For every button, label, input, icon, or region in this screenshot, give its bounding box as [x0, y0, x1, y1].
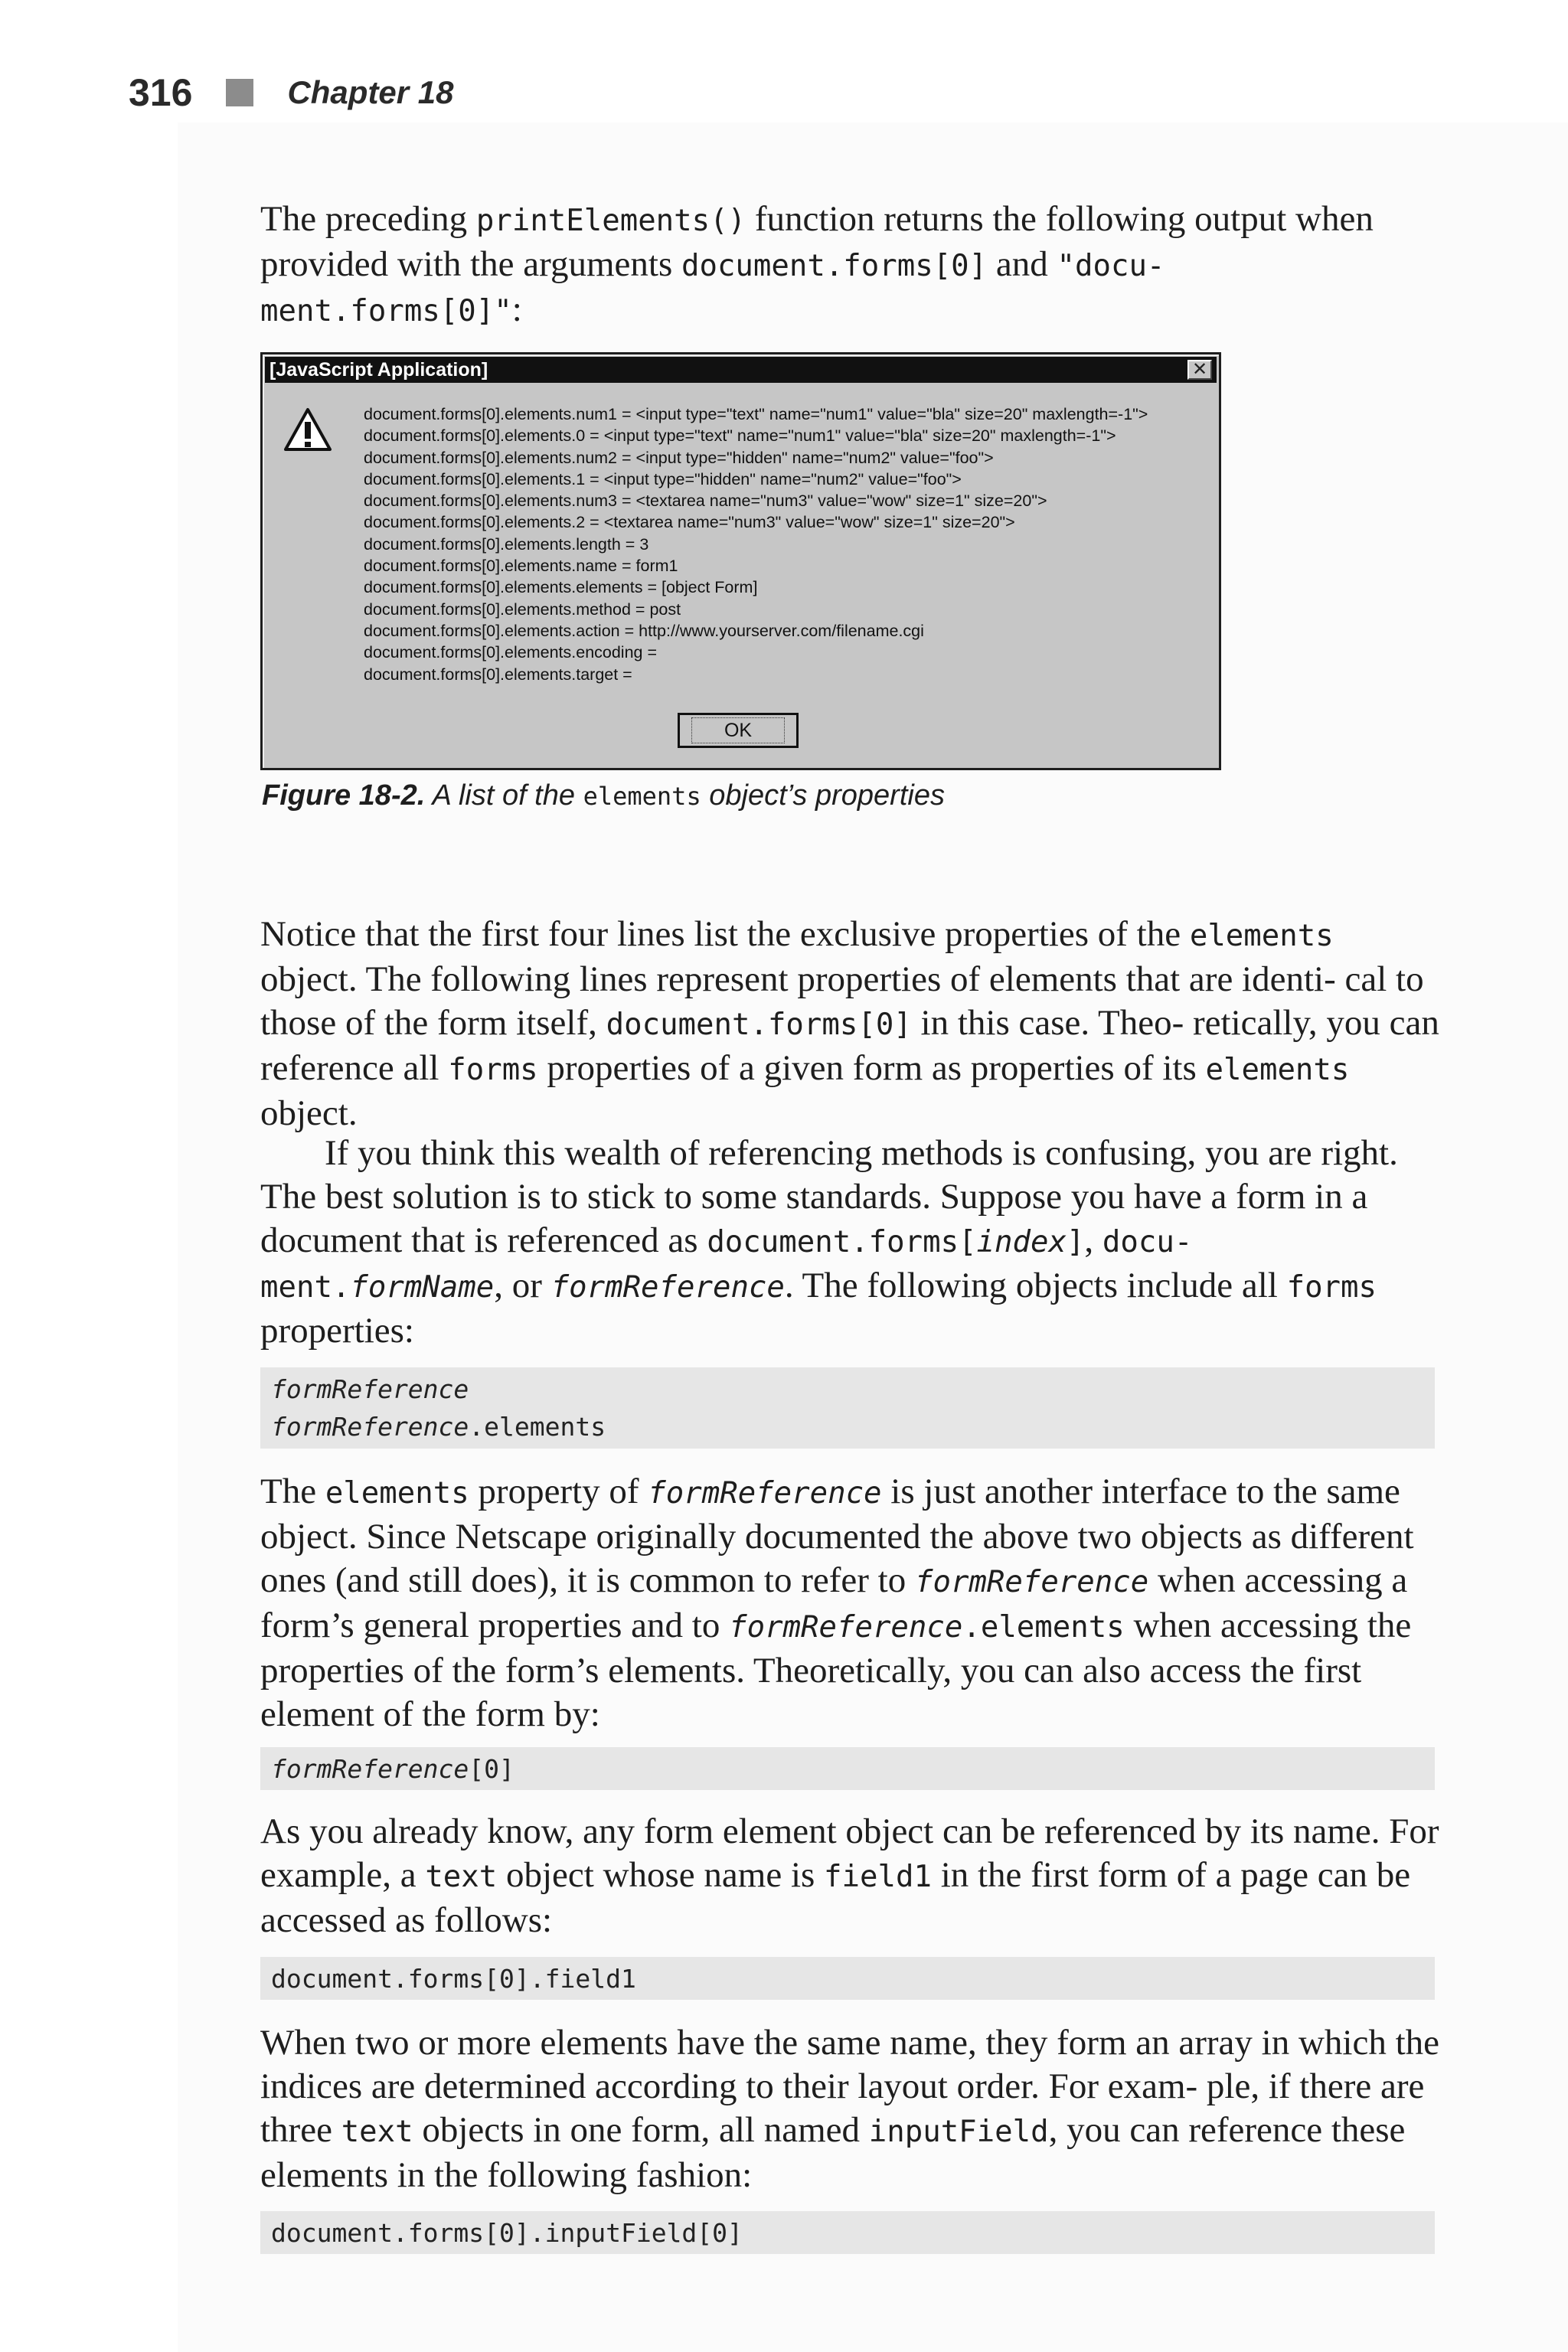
inline-code: text — [425, 1860, 498, 1894]
warning-icon — [283, 407, 333, 454]
code-block-first-element — [260, 1747, 1435, 1790]
message-line: document.forms[0].elements.method = post — [364, 599, 681, 619]
message-line: document.forms[0].elements.name = form1 — [364, 557, 678, 576]
running-head — [129, 66, 454, 119]
dialog-message — [364, 403, 1148, 685]
code-token: [0] — [469, 1754, 514, 1784]
text-run: object whose name is — [497, 1855, 825, 1895]
message-line: document.forms[0].elements.num1 = <input type="text" name="num1" value="bla" size=20" maxlength=-1"> — [364, 405, 1148, 423]
text-run: properties: — [260, 1311, 414, 1351]
inline-code: field1 — [824, 1860, 932, 1894]
message-line: document.forms[0].elements.1 = <input type="hidden" name="num2" value="foo"> — [364, 469, 962, 488]
text-run: when accessing a form’s general properties and to — [260, 1560, 1408, 1645]
text-run: , you can reference these elements in the following fashion: — [260, 2110, 1406, 2195]
inline-code: document.forms[ — [707, 1225, 977, 1259]
paragraph-elements-properties — [260, 913, 1439, 1135]
text-run: in this case. Theo- retically, you can reference all — [260, 1003, 1439, 1088]
inline-code: formName — [350, 1270, 495, 1305]
page-number: 316 — [129, 71, 193, 114]
code-token: .elements — [469, 1412, 606, 1442]
code-line — [271, 1750, 1435, 1788]
code-block-form-reference — [260, 1367, 1435, 1449]
text-run: When two or more elements have the same name, they form an array in which the indices are determined according to their layout order. For exam- ple, if there are three — [260, 2023, 1439, 2150]
inline-code: .elements — [962, 1610, 1125, 1645]
message-line: document.forms[0].elements.elements = [object Form] — [364, 578, 758, 597]
message-line: document.forms[0].elements.2 = <textarea name="num3" value="wow" size=1" size=20"> — [364, 513, 1015, 532]
inline-code: elements — [1205, 1053, 1350, 1087]
text-run: . The following objects include all — [784, 1266, 1287, 1305]
inline-code: elements — [325, 1476, 469, 1511]
inline-code: document.forms[0] — [681, 249, 988, 283]
inline-code: forms — [448, 1053, 538, 1087]
ok-button-label: OK — [691, 717, 785, 743]
figure-label: Figure 18-2. — [262, 779, 426, 812]
text-run: If you think this wealth of referencing methods is confusing, you are right. The best solution is to stick to some standards. Suppose you have a form in a document that is referenced as — [260, 1133, 1398, 1260]
javascript-alert-dialog — [260, 352, 1221, 770]
paragraph-referencing-methods — [260, 1132, 1439, 1353]
header-square-ornament — [226, 79, 253, 106]
message-line: document.forms[0].elements.length = 3 — [364, 534, 649, 554]
message-line: document.forms[0].elements.0 = <input type="text" name="num1" value="bla" size=20" maxlength=-1"> — [364, 426, 1116, 446]
inline-code: formReference — [648, 1476, 882, 1511]
paragraph-reference-by-name — [260, 1810, 1439, 1942]
text-run: objects in one form, all named — [413, 2110, 869, 2150]
inline-code: inputField — [868, 2115, 1049, 2149]
message-line: document.forms[0].elements.target = — [364, 665, 632, 684]
text-run: and — [987, 244, 1057, 284]
code-block-inputfield — [260, 2211, 1435, 2254]
inline-code: text — [341, 2115, 413, 2149]
figure-caption — [262, 779, 945, 812]
text-run: when accessing the properties of the form’s elements. Theoretically, you can also access the first element of the form by: — [260, 1606, 1412, 1734]
text-run: As you already know, any form element object can be referenced by its name. For example, a — [260, 1811, 1439, 1895]
message-line: document.forms[0].elements.num2 = <input type="hidden" name="num2" value="foo"> — [364, 448, 994, 467]
text-run: , or — [494, 1266, 551, 1305]
paragraph-elements-interface — [260, 1470, 1439, 1736]
inline-code: document.forms[0] — [606, 1008, 912, 1042]
code-line: document.forms[0].inputField[0] — [271, 2218, 743, 2248]
text-run: object. The following lines represent properties of elements that are identi- cal to those of the form itself, — [260, 959, 1424, 1043]
text-run: object. — [260, 1093, 358, 1133]
text-run: function returns the following output when provided with the arguments — [260, 199, 1374, 284]
code-line: formReference — [271, 1374, 469, 1404]
text-run: properties of a given form as properties of its — [537, 1048, 1206, 1088]
code-line — [271, 1408, 1435, 1446]
text-run: The preceding — [260, 199, 476, 239]
text-run: : — [511, 289, 522, 329]
text-run: , — [1084, 1220, 1102, 1260]
code-block-field1 — [260, 1957, 1435, 2000]
inline-code: printElements() — [475, 204, 746, 238]
inline-code: "docu- ment.forms[0]" — [260, 249, 1165, 328]
text-run: in the first form of a page can be accessed as follows: — [260, 1855, 1411, 1940]
text-run: A list of the — [425, 779, 583, 812]
inline-code: formReference — [914, 1565, 1149, 1599]
text-run: The — [260, 1472, 325, 1511]
dialog-titlebar — [265, 357, 1217, 383]
text-run: property of — [469, 1472, 648, 1511]
code-line: document.forms[0].field1 — [271, 1964, 636, 1994]
text-run: object’s properties — [701, 779, 945, 812]
intro-paragraph — [260, 198, 1439, 333]
message-line: document.forms[0].elements.num3 = <textarea name="num3" value="wow" size=1" size=20"> — [364, 492, 1047, 511]
inline-code: elements — [583, 782, 701, 811]
code-token: formReference — [271, 1754, 469, 1784]
chapter-label: Chapter 18 — [287, 74, 454, 110]
close-button[interactable]: ✕ — [1187, 360, 1212, 380]
inline-code: formReference — [729, 1610, 963, 1645]
inline-code: formReference — [550, 1270, 785, 1305]
ok-button[interactable] — [678, 713, 799, 748]
text-run: Notice that the first four lines list the exclusive properties of the — [260, 914, 1190, 954]
inline-code: index — [976, 1225, 1067, 1259]
inline-code: ] — [1066, 1225, 1085, 1259]
text-run: is just another interface to the same object. Since Netscape originally documented the above two objects as different ones (and still does), it is common to refer to — [260, 1472, 1414, 1600]
inline-code: docu- ment. — [260, 1225, 1193, 1305]
message-line: document.forms[0].elements.encoding = — [364, 643, 658, 662]
code-token: formReference — [271, 1412, 469, 1442]
paragraph-same-name-array — [260, 2021, 1439, 2197]
inline-code: forms — [1286, 1270, 1377, 1305]
dialog-title: [JavaScript Application] — [270, 359, 488, 381]
inline-code: elements — [1189, 919, 1334, 953]
message-line: document.forms[0].elements.action = http://www.yourserver.com/filename.cgi — [364, 621, 924, 640]
